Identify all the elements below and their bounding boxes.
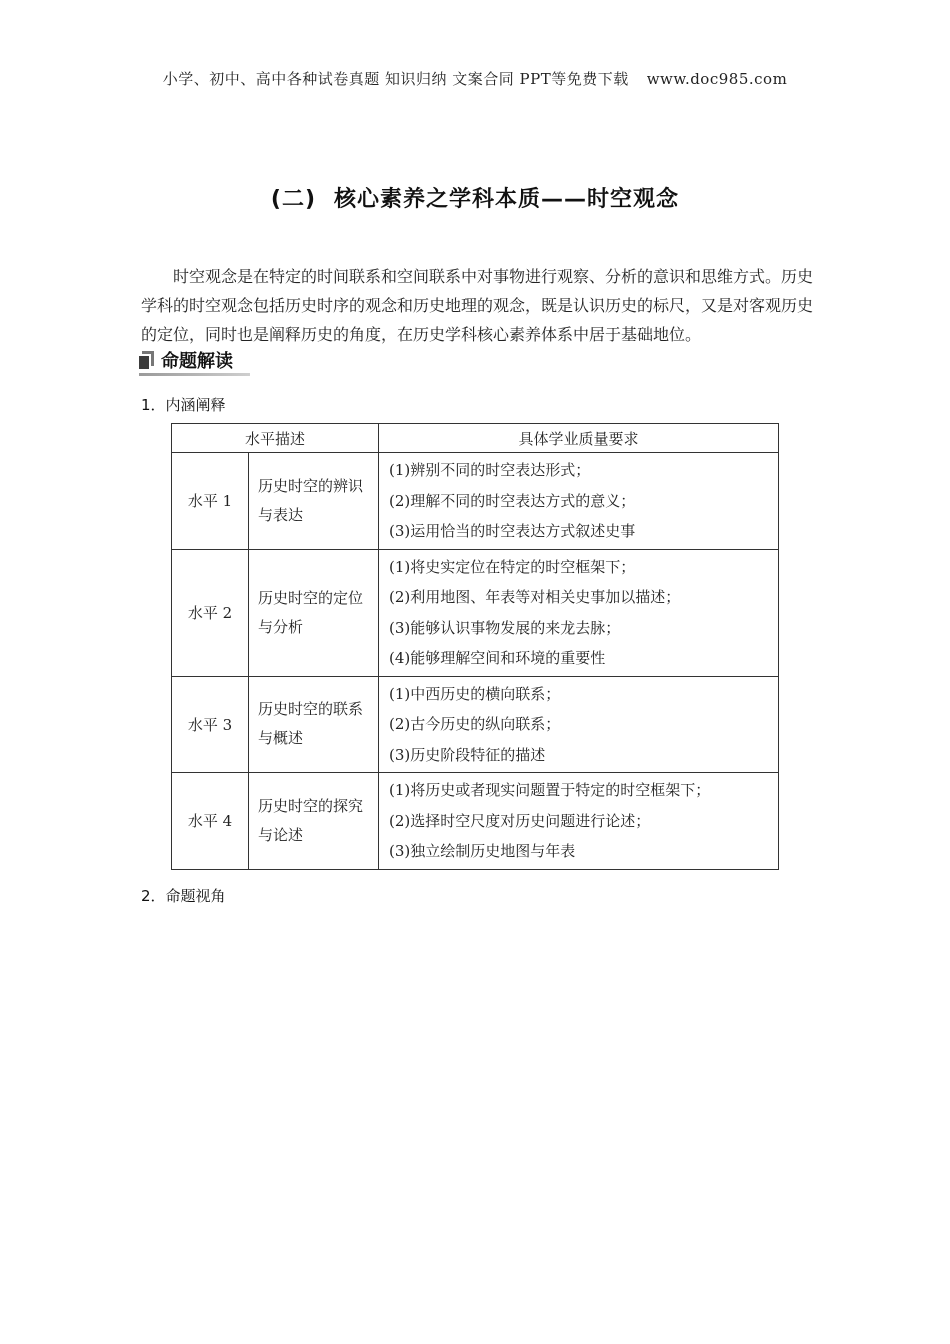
section-heading-label: 命题解读 [161, 351, 233, 372]
requirement-item: (3)能够认识事物发展的来龙去脉； [389, 618, 621, 637]
header-url: www.doc985.com [646, 70, 788, 88]
requirement-item: (2)利用地图、年表等对相关史事加以描述； [389, 588, 681, 606]
requirements-cell [379, 549, 779, 676]
page-title [0, 182, 950, 213]
table-row [172, 453, 779, 550]
description-cell: 历史时空的探究与论述 [249, 773, 379, 870]
level-cell: 水平 1 [172, 453, 249, 550]
table-header-requirements: 具体学业质量要求 [379, 424, 779, 453]
requirement-item: (3)运用恰当的时空表达方式叙述史事 [389, 522, 636, 540]
requirement-item: (2)选择时空尺度对历史问题进行论述； [389, 811, 651, 830]
requirements-cell [379, 773, 779, 870]
requirements-cell [379, 453, 779, 550]
quality-table [171, 423, 779, 870]
requirement-item: (3)历史阶段特征的描述 [389, 745, 546, 764]
section-underline [139, 373, 250, 376]
subsection-heading-2: 2．命题视角 [141, 887, 226, 905]
page-header [0, 68, 950, 89]
requirement-item: (1)将历史或者现实问题置于特定的时空框架下； [389, 781, 711, 799]
table-row [172, 773, 779, 870]
requirements-cell [379, 676, 779, 773]
level-cell: 水平 4 [172, 773, 249, 870]
requirement-item: (1)辨别不同的时空表达形式； [389, 461, 591, 479]
description-cell: 历史时空的联系与概述 [249, 676, 379, 773]
title-text: 核心素养之学科本质——时空观念 [334, 187, 680, 212]
requirement-item: (4)能够理解空间和环境的重要性 [389, 649, 606, 667]
table-header-level: 水平描述 [172, 424, 379, 453]
requirement-item: (2)理解不同的时空表达方式的意义； [389, 491, 636, 510]
level-cell: 水平 2 [172, 549, 249, 676]
intro-paragraph: 时空观念是在特定的时间联系和空间联系中对事物进行观察、分析的意识和思维方式。历史学科的时空观念包括历史时序的观念和历史地理的观念，既是认识历史的标尺，又是对客观历史的定位，同时也是阐释历史的角度，在历史学科核心素养体系中居于基础地位。 [141, 267, 814, 344]
title-number: (二) [270, 187, 317, 212]
section-heading [139, 346, 233, 374]
table-header-row [172, 424, 779, 453]
table-row [172, 549, 779, 676]
requirement-item: (1)将史实定位在特定的时空框架下； [389, 557, 636, 576]
level-cell: 水平 3 [172, 676, 249, 773]
requirement-item: (1)中西历史的横向联系； [389, 684, 561, 703]
description-cell: 历史时空的辨识与表达 [249, 453, 379, 550]
table-row [172, 676, 779, 773]
header-text: 小学、初中、高中各种试卷真题 知识归纳 文案合同 PPT等免费下载 [162, 70, 629, 88]
requirement-item: (2)古今历史的纵向联系； [389, 715, 561, 733]
description-cell: 历史时空的定位与分析 [249, 549, 379, 676]
requirement-item: (3)独立绘制历史地图与年表 [389, 842, 576, 860]
document-icon [139, 351, 155, 369]
subsection-heading-1: 1．内涵阐释 [141, 396, 226, 414]
